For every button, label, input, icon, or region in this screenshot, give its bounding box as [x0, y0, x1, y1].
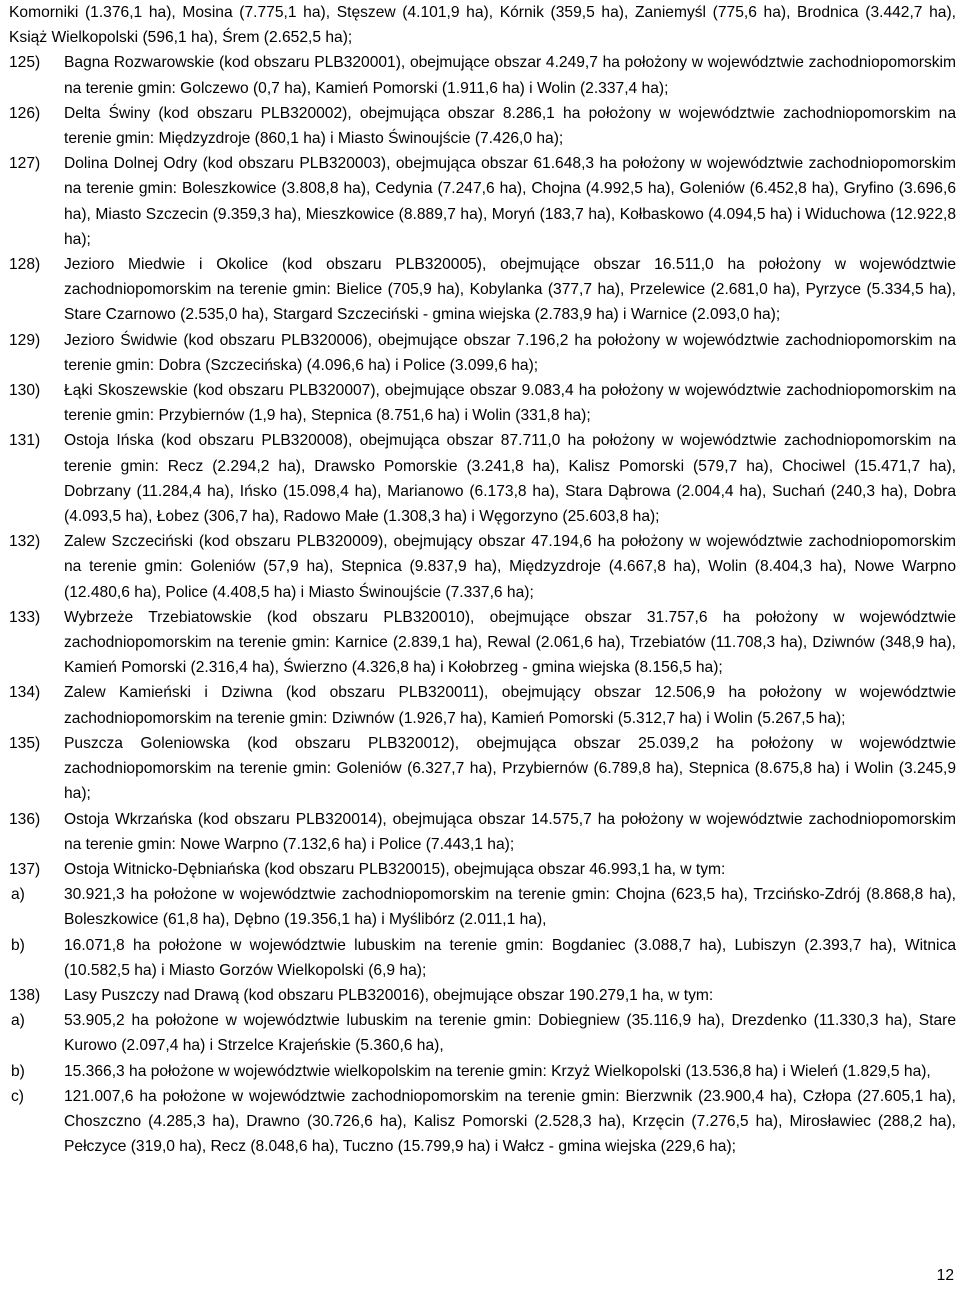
sub-item-text: 15.366,3 ha położone w województwie wielkopolskim na terenie gmin: Krzyż Wielkopolski (13.536,8 ha) i Wieleń (1.829,5 ha),: [64, 1062, 931, 1080]
item-number: 129): [9, 331, 41, 349]
item-number: 128): [9, 256, 41, 274]
item-number: 125): [9, 54, 41, 72]
item-text: Bagna Rozwarowskie (kod obszaru PLB320001), obejmujące obszar 4.249,7 ha położony w województwie zachodniopomorskim na terenie gmin: Golczewo (0,7 ha), Kamień Pomorski (1.911,6 ha) i Wolin (2.337,4 ha);: [64, 54, 956, 97]
item-number: 136): [9, 810, 41, 828]
item-text: Wybrzeże Trzebiatowskie (kod obszaru PLB320010), obejmujące obszar 31.757,6 ha położony w województwie zachodniopomorskim na terenie gmin: Karnice (2.839,1 ha), Rewal (2.061,6 ha), Trzebiatów (11.708,3 ha), Dziwnów (348,9 ha), Kamień Pomorski (2.316,4 ha), Świerzno (4.326,8 ha) i Kołobrzeg - gmina wiejska (8.156,5 ha);: [64, 608, 956, 677]
item-number: 130): [9, 382, 41, 400]
item-number: 135): [9, 734, 41, 752]
item-text: Zalew Kamieński i Dziwna (kod obszaru PLB320011), obejmujący obszar 12.506,9 ha położony w województwie zachodniopomorskim na terenie gmin: Dziwnów (1.926,7 ha), Kamień Pomorski (5.312,7 ha) i Wolin (5.267,5 ha);: [64, 684, 956, 727]
sub-item-text: 30.921,3 ha położone w województwie zachodniopomorskim na terenie gmin: Chojna (623,5 ha), Trzcińsko-Zdrój (8.868,8 ha), Boleszkowice (61,8 ha), Dębno (19.356,1 ha) i Myślibórz (2.011,1 ha),: [64, 886, 956, 929]
list-item-138: [9, 983, 956, 1008]
list-item-137: [9, 857, 956, 882]
item-text: Lasy Puszczy nad Drawą (kod obszaru PLB320016), obejmujące obszar 190.279,1 ha, w tym:: [64, 986, 714, 1004]
sub-item-letter: b): [11, 1062, 25, 1080]
item-number: 131): [9, 432, 41, 450]
item-text: Łąki Skoszewskie (kod obszaru PLB320007), obejmujące obszar 9.083,4 ha położony w województwie zachodniopomorskim na terenie gmin: Przybiernów (1,9 ha), Stepnica (8.751,6 ha) i Wolin (331,8 ha);: [64, 382, 956, 425]
document-page: [9, 0, 956, 1159]
sub-item-letter: a): [11, 886, 25, 904]
sub-item-138-c: [9, 1084, 956, 1160]
list-item-136: [9, 807, 956, 857]
item-number: 137): [9, 860, 41, 878]
sub-item-137-a: [9, 882, 956, 932]
sub-item-letter: b): [11, 936, 25, 954]
list-item-135: [9, 731, 956, 807]
sub-item-text: 16.071,8 ha położone w województwie lubuskim na terenie gmin: Bogdaniec (3.088,7 ha), Lubiszyn (2.393,7 ha), Witnica (10.582,5 ha) i Miasto Gorzów Wielkopolski (6,9 ha);: [64, 936, 956, 979]
list-item-134: [9, 680, 956, 730]
list-item-125: [9, 50, 956, 100]
sub-item-text: 53.905,2 ha położone w województwie lubuskim na terenie gmin: Dobiegniew (35.116,9 ha), Drezdenko (11.330,3 ha), Stare Kurowo (2.097,4 ha) i Strzelce Krajeńskie (5.360,6 ha),: [64, 1012, 956, 1055]
item-text: Ostoja Ińska (kod obszaru PLB320008), obejmująca obszar 87.711,0 ha położony w województwie zachodniopomorskim na terenie gmin: Recz (2.294,2 ha), Drawsko Pomorskie (3.241,8 ha), Kalisz Pomorski (579,7 ha), Chociwel (15.471,7 ha), Dobrzany (11.284,4 ha), Ińsko (15.098,4 ha), Marianowo (6.173,8 ha), Stara Dąbrowa (2.004,4 ha), Suchań (240,3 ha), Dobra (4.093,5 ha), Łobez (306,7 ha), Radowo Małe (1.308,3 ha) i Węgorzyno (25.603,8 ha);: [64, 432, 956, 526]
list-item-133: [9, 605, 956, 681]
item-number: 138): [9, 986, 41, 1004]
item-text: Ostoja Wkrzańska (kod obszaru PLB320014), obejmująca obszar 14.575,7 ha położony w województwie zachodniopomorskim na terenie gmin: Nowe Warpno (7.132,6 ha) i Police (7.443,1 ha);: [64, 810, 956, 853]
item-text: Delta Świny (kod obszaru PLB320002), obejmująca obszar 8.286,1 ha położony w województwie zachodniopomorskim na terenie gmin: Międzyzdroje (860,1 ha) i Miasto Świnoujście (7.426,0 ha);: [64, 104, 956, 148]
sub-item-letter: c): [11, 1087, 24, 1105]
sub-item-text: 121.007,6 ha położone w województwie zachodniopomorskim na terenie gmin: Bierzwnik (23.900,4 ha), Człopa (27.605,1 ha), Choszczno (4.285,3 ha), Drawno (30.726,6 ha), Kalisz Pomorski (2.528,3 ha), Krzęcin (7.276,5 ha), Mirosławiec (288,2 ha), Pełczyce (319,0 ha), Recz (8.048,6 ha), Tuczno (15.799,9 ha) i Wałcz - gmina wiejska (229,6 ha);: [64, 1087, 956, 1156]
page-number: 12: [936, 1267, 954, 1284]
list-item-132: [9, 529, 956, 605]
item-number: 134): [9, 684, 41, 702]
item-text: Jezioro Miedwie i Okolice (kod obszaru PLB320005), obejmujące obszar 16.511,0 ha położony w województwie zachodniopomorskim na terenie gmin: Bielice (705,9 ha), Kobylanka (377,7 ha), Przelewice (2.681,0 ha), Pyrzyce (5.334,5 ha), Stare Czarnowo (2.535,0 ha), Stargard Szczeciński - gmina wiejska (2.783,9 ha) i Warnice (2.093,0 ha);: [64, 256, 956, 324]
item-number: 126): [9, 104, 41, 122]
intro-paragraph: Komorniki (1.376,1 ha), Mosina (7.775,1 ha), Stęszew (4.101,9 ha), Kórnik (359,5 ha), Zaniemyśl (775,6 ha), Brodnica (3.442,7 ha), Książ Wielkopolski (596,1 ha), Śrem (2.652,5 ha);: [9, 4, 956, 47]
item-number: 133): [9, 608, 41, 626]
list-item-129: [9, 328, 956, 378]
item-text: Zalew Szczeciński (kod obszaru PLB320009), obejmujący obszar 47.194,6 ha położony w województwie zachodniopomorskim na terenie gmin: Goleniów (57,9 ha), Stepnica (9.837,9 ha), Międzyzdroje (4.667,8 ha), Wolin (8.404,3 ha), Nowe Warpno (12.480,6 ha), Police (4.408,5 ha) i Miasto Świnoujście (7.337,6 ha);: [64, 533, 956, 601]
item-number: 132): [9, 533, 41, 551]
sub-item-137-b: [9, 933, 956, 983]
list-item-130: [9, 378, 956, 428]
item-text: Puszcza Goleniowska (kod obszaru PLB320012), obejmująca obszar 25.039,2 ha położony w województwie zachodniopomorskim na terenie gmin: Goleniów (6.327,7 ha), Przybiernów (6.789,8 ha), Stepnica (8.675,8 ha) i Wolin (3.245,9 ha);: [64, 734, 956, 803]
list-item-127: [9, 151, 956, 252]
item-text: Ostoja Witnicko-Dębniańska (kod obszaru PLB320015), obejmująca obszar 46.993,1 ha, w tym:: [64, 860, 726, 878]
sub-item-letter: a): [11, 1012, 25, 1030]
item-text: Jezioro Świdwie (kod obszaru PLB320006), obejmujące obszar 7.196,2 ha położony w województwie zachodniopomorskim na terenie gmin: Dobra (Szczecińska) (4.096,6 ha) i Police (3.099,6 ha);: [64, 331, 956, 374]
list-item-126: [9, 101, 956, 151]
list-item-131: [9, 428, 956, 529]
item-text: Dolina Dolnej Odry (kod obszaru PLB320003), obejmująca obszar 61.648,3 ha położony w województwie zachodniopomorskim na terenie gmin: Boleszkowice (3.808,8 ha), Cedynia (7.247,6 ha), Chojna (4.992,5 ha), Goleniów (6.452,8 ha), Gryfino (3.696,6 ha), Miasto Szczecin (9.359,3 ha), Mieszkowice (8.889,7 ha), Moryń (183,7 ha), Kołbaskowo (4.094,5 ha) i Widuchowa (12.922,8 ha);: [64, 155, 956, 248]
list-item-128: [9, 252, 956, 328]
sub-item-138-a: [9, 1008, 956, 1058]
sub-item-138-b: [9, 1059, 956, 1084]
item-number: 127): [9, 155, 41, 173]
